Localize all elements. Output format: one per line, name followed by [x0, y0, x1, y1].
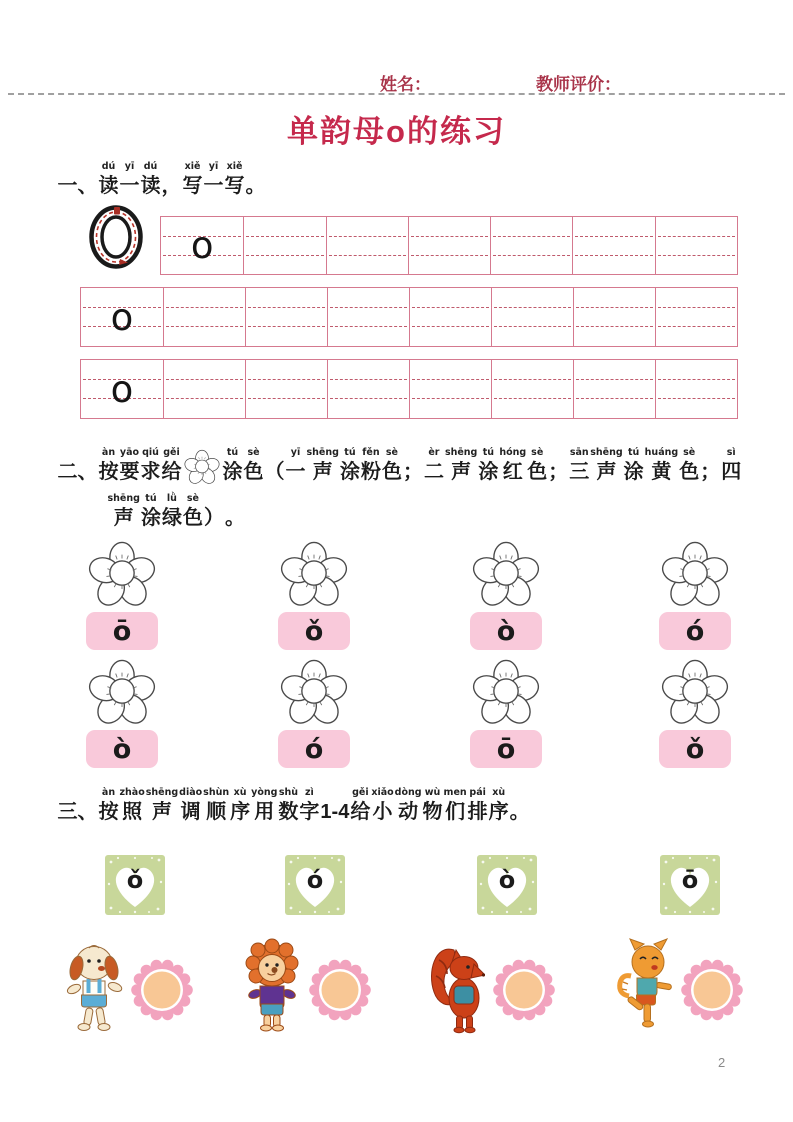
flower-coloring-item[interactable] [86, 658, 158, 768]
heart-tone-card [284, 853, 346, 917]
hanzi-text: 红 [502, 461, 523, 483]
pinyin-annotation: pái [469, 787, 486, 798]
hanzi-with-pinyin [721, 446, 741, 485]
hanzi-with-pinyin [99, 786, 119, 825]
pinyin-annotation [548, 446, 568, 459]
pinyin-annotation: gěi [163, 447, 180, 458]
hanzi-with-pinyin [203, 786, 229, 825]
cat-illustration [614, 938, 674, 1042]
flower-outline-icon[interactable] [660, 540, 730, 608]
hanzi-text: 按 [98, 461, 119, 483]
section1-heading [57, 160, 266, 199]
tone-label: ǒ [659, 730, 731, 768]
pinyin-annotation [204, 492, 224, 505]
hanzi-with-pinyin [141, 492, 161, 531]
pinyin-annotation: èr [428, 447, 440, 458]
example-letter-cell [161, 217, 243, 274]
practice-cell[interactable] [327, 360, 409, 418]
section3-heading [57, 786, 530, 825]
flower-coloring-item[interactable] [659, 540, 731, 650]
hanzi-text: 涂 [339, 461, 360, 483]
hanzi-text: 色 [527, 461, 548, 483]
hanzi-text: 粉 [360, 461, 381, 483]
pinyin-annotation: sè [186, 493, 199, 504]
hanzi-text: 绿 [161, 507, 182, 529]
practice-cell[interactable] [655, 360, 737, 418]
pinyin-annotation: xù [233, 787, 247, 798]
practice-cell[interactable] [327, 288, 409, 346]
hanzi-text: 一 [119, 175, 140, 197]
hanzi-with-pinyin [99, 446, 119, 485]
tone-label: ó [659, 612, 731, 650]
flower-outline-icon[interactable] [279, 658, 349, 726]
heart-tone-card [476, 853, 538, 917]
hanzi-with-pinyin [299, 786, 319, 825]
hanzi-text: 小 [372, 801, 393, 823]
hanzi-text: 给 [350, 801, 371, 823]
pinyin-annotation: xiě [226, 161, 243, 172]
number-answer-badge[interactable] [130, 956, 194, 1024]
hanzi-text: 一、 [57, 175, 98, 197]
hanzi-with-pinyin [223, 446, 243, 485]
dog-illustration [64, 938, 124, 1042]
practice-cell[interactable] [245, 360, 327, 418]
practice-cell[interactable] [408, 217, 490, 274]
practice-cell[interactable] [326, 217, 408, 274]
hanzi-with-pinyin [183, 492, 203, 531]
hanzi-text: 。 [245, 175, 266, 197]
hanzi-with-pinyin [183, 160, 203, 199]
hanzi-with-pinyin [108, 492, 140, 531]
pinyin-annotation [162, 160, 182, 173]
hanzi-text: ； [548, 461, 569, 483]
hanzi-with-pinyin [120, 160, 140, 199]
pinyin-annotation: wù [424, 787, 441, 798]
practice-cell[interactable] [491, 288, 573, 346]
pinyin-annotation: sè [683, 447, 696, 458]
pinyin-annotation: men [443, 787, 467, 798]
heart-tone-card [104, 853, 166, 917]
lion-illustration [242, 938, 302, 1042]
tone-label: ō [470, 730, 542, 768]
pinyin-annotation: xù [492, 787, 506, 798]
hanzi-text: 声 [596, 461, 617, 483]
section2-heading-line2 [107, 492, 245, 531]
heart-tone-cards-row [0, 853, 793, 923]
hanzi-with-pinyin [468, 786, 488, 825]
pinyin-annotation: fěn [362, 447, 380, 458]
hanzi-with-pinyin [478, 446, 498, 485]
hanzi-text: 求 [140, 461, 161, 483]
pinyin-annotation: qiú [142, 447, 159, 458]
hanzi-text: 一 [203, 175, 224, 197]
heading-text [510, 786, 530, 825]
hanzi-text: 读 [140, 175, 161, 197]
practice-cell[interactable] [409, 360, 491, 418]
hanzi-with-pinyin [179, 786, 202, 825]
heading-text [265, 446, 285, 485]
hanzi-text: ； [700, 461, 721, 483]
letter-o-stroke-trace-icon [88, 204, 144, 270]
tone-label: ò [470, 612, 542, 650]
flower-coloring-item[interactable] [659, 658, 731, 768]
heart-tone-letter: ó [306, 866, 324, 894]
hanzi-with-pinyin [382, 446, 402, 485]
pinyin-annotation [700, 446, 720, 459]
practice-cell[interactable] [163, 360, 245, 418]
heading-text [204, 492, 224, 531]
practice-cell[interactable] [655, 288, 737, 346]
hanzi-text: 序 [488, 801, 509, 823]
pinyin-annotation: shēng [306, 447, 339, 458]
hanzi-with-pinyin [225, 160, 245, 199]
pinyin-annotation: shùn [203, 787, 230, 798]
hanzi-with-pinyin [120, 786, 145, 825]
heading-text [58, 786, 98, 825]
heading-text [225, 492, 245, 531]
heading-text [246, 160, 266, 199]
hanzi-text: 声 [113, 507, 134, 529]
pinyin-annotation: sì [726, 447, 736, 458]
flower-outline-icon[interactable] [660, 658, 730, 726]
pinyin-annotation: gěi [352, 787, 369, 798]
pinyin-annotation [58, 786, 98, 799]
practice-cell[interactable] [245, 288, 327, 346]
pinyin-annotation: sān [569, 447, 589, 458]
practice-cell[interactable] [573, 288, 655, 346]
hanzi-text: 一 [285, 461, 306, 483]
hanzi-text: 色 [182, 507, 203, 529]
practice-cell[interactable] [491, 360, 573, 418]
pinyin-annotation [320, 786, 349, 799]
hanzi-with-pinyin [278, 786, 298, 825]
hanzi-text: 涂 [140, 507, 161, 529]
hanzi-text: 二 [423, 461, 444, 483]
hanzi-with-pinyin [244, 446, 264, 485]
hanzi-text: 们 [445, 801, 466, 823]
hanzi-text: 色 [381, 461, 402, 483]
pinyin-annotation: hóng [499, 447, 527, 458]
hanzi-text: 要 [119, 461, 140, 483]
hanzi-text: 照 [122, 801, 143, 823]
hanzi-text: 色 [679, 461, 700, 483]
hanzi-text: 序 [230, 801, 251, 823]
hanzi-text: 用 [254, 801, 275, 823]
pinyin-annotation: yī [208, 161, 219, 172]
heading-text [58, 446, 98, 485]
hanzi-text: 给 [161, 461, 182, 483]
example-letter: o [110, 295, 134, 339]
flower-outline-icon[interactable] [87, 540, 157, 608]
flower-coloring-item[interactable] [278, 658, 350, 768]
pinyin-annotation: àn [101, 447, 116, 458]
flower-outline-icon [184, 449, 220, 485]
hanzi-with-pinyin [624, 446, 644, 485]
hanzi-text: 黄 [651, 461, 672, 483]
tone-label: ǒ [278, 612, 350, 650]
practice-cell[interactable] [573, 360, 655, 418]
hanzi-text: 写 [182, 175, 203, 197]
number-answer-badge[interactable] [492, 956, 556, 1024]
pinyin-annotation [58, 446, 98, 459]
hanzi-text: 涂 [478, 461, 499, 483]
pinyin-annotation: dú [101, 161, 116, 172]
hanzi-with-pinyin [141, 160, 161, 199]
pinyin-annotation: diào [179, 787, 203, 798]
tone-label: ō [86, 612, 158, 650]
animal-ordering-item [426, 936, 556, 1044]
pinyin-annotation [246, 160, 266, 173]
hanzi-text: 。 [509, 801, 530, 823]
pinyin-annotation: shù [278, 787, 299, 798]
hanzi-text: 数 [278, 801, 299, 823]
hanzi-text: ； [402, 461, 423, 483]
hanzi-text: 调 [180, 801, 201, 823]
hanzi-text: 涂 [623, 461, 644, 483]
pinyin-annotation [265, 446, 285, 459]
number-answer-badge[interactable] [680, 956, 744, 1024]
hanzi-with-pinyin [340, 446, 360, 485]
hanzi-with-pinyin [307, 446, 339, 485]
flower-coloring-item[interactable] [470, 540, 542, 650]
example-letter-cell [81, 360, 163, 418]
hanzi-text: 顺 [206, 801, 227, 823]
heading-text [700, 446, 720, 485]
pinyin-annotation: zì [305, 787, 314, 798]
pinyin-annotation: yòng [251, 787, 278, 798]
hanzi-with-pinyin [361, 446, 381, 485]
section2-heading-line1 [57, 446, 742, 485]
flower-outline-icon[interactable] [471, 658, 541, 726]
hanzi-with-pinyin [395, 786, 422, 825]
pinyin-annotation: sè [385, 447, 398, 458]
practice-cell[interactable] [572, 217, 654, 274]
hanzi-with-pinyin [286, 446, 306, 485]
page-title: 单韵母o的练习 [287, 114, 506, 149]
hanzi-text: ） [203, 507, 224, 529]
writing-grid-row [80, 287, 738, 347]
hanzi-with-pinyin [162, 446, 182, 485]
hanzi-with-pinyin [444, 786, 467, 825]
practice-cell[interactable] [243, 217, 325, 274]
number-answer-badge[interactable] [308, 956, 372, 1024]
heading-text [548, 446, 568, 485]
hanzi-with-pinyin [424, 446, 444, 485]
pinyin-annotation: tú [482, 447, 495, 458]
hanzi-with-pinyin [99, 160, 119, 199]
practice-cell[interactable] [163, 288, 245, 346]
pinyin-annotation: tú [628, 447, 640, 458]
hanzi-text: 。 [224, 507, 245, 529]
page-number: 2 [718, 1055, 726, 1070]
hanzi-text: 色 [243, 461, 264, 483]
pinyin-annotation: sè [247, 447, 260, 458]
flower-coloring-item[interactable] [86, 540, 158, 650]
hanzi-text: 1-4 [320, 801, 350, 823]
heading-text [58, 160, 98, 199]
hanzi-with-pinyin [146, 786, 178, 825]
animal-ordering-item [64, 936, 194, 1044]
hanzi-text: 四 [721, 461, 742, 483]
hanzi-with-pinyin [645, 446, 679, 485]
hanzi-with-pinyin [489, 786, 509, 825]
example-letter: o [190, 224, 214, 267]
practice-cell[interactable] [490, 217, 572, 274]
hanzi-with-pinyin [527, 446, 547, 485]
hanzi-text: 字 [299, 801, 320, 823]
hanzi-with-pinyin [423, 786, 443, 825]
practice-cell[interactable] [409, 288, 491, 346]
pinyin-annotation: xiě [184, 161, 201, 172]
pinyin-annotation: xiǎo [371, 787, 394, 798]
hanzi-with-pinyin [590, 446, 622, 485]
hanzi-with-pinyin [120, 446, 140, 485]
hanzi-with-pinyin [251, 786, 277, 825]
pinyin-annotation: yī [290, 447, 301, 458]
hanzi-with-pinyin [679, 446, 699, 485]
pinyin-annotation: lǜ [166, 493, 177, 504]
pinyin-annotation: dú [143, 161, 158, 172]
pinyin-annotation: sè [531, 447, 544, 458]
writing-grid-row [160, 216, 738, 275]
hanzi-text: 声 [451, 461, 472, 483]
hanzi-text: 涂 [222, 461, 243, 483]
flower-outline-icon[interactable] [87, 658, 157, 726]
hanzi-with-pinyin [499, 446, 526, 485]
example-letter: o [110, 367, 134, 411]
tone-label: ó [278, 730, 350, 768]
flower-coloring-item[interactable] [278, 540, 350, 650]
heart-tone-letter: ǒ [126, 866, 144, 894]
pinyin-annotation: shēng [145, 787, 179, 798]
pinyin-annotation: dòng [394, 787, 422, 798]
hanzi-with-pinyin [350, 786, 370, 825]
hanzi-text: 按 [98, 801, 119, 823]
hanzi-text: 排 [467, 801, 488, 823]
hanzi-text: 动 [398, 801, 419, 823]
hanzi-with-pinyin [141, 446, 161, 485]
flower-row-2 [0, 658, 793, 773]
pinyin-annotation: huáng [644, 447, 679, 458]
heading-text [320, 786, 349, 825]
example-letter-cell [81, 288, 163, 346]
pinyin-annotation [510, 786, 530, 799]
pinyin-annotation: tú [344, 447, 356, 458]
hanzi-text: 三、 [57, 801, 98, 823]
hanzi-with-pinyin [162, 492, 182, 531]
heart-tone-letter: ò [498, 866, 516, 894]
pinyin-annotation [225, 492, 245, 505]
pinyin-annotation [403, 446, 423, 459]
flower-outline-icon[interactable] [471, 540, 541, 608]
heart-tone-letter: ō [681, 866, 699, 894]
hanzi-text: 物 [422, 801, 443, 823]
hanzi-text: 三 [569, 461, 590, 483]
squirrel-illustration [426, 938, 486, 1042]
hanzi-text: 二、 [57, 461, 98, 483]
flower-outline-icon[interactable] [279, 540, 349, 608]
hanzi-text: （ [264, 461, 285, 483]
hanzi-text: ， [161, 175, 182, 197]
pinyin-annotation: shēng [107, 493, 140, 504]
hanzi-with-pinyin [230, 786, 250, 825]
pinyin-annotation: tú [145, 493, 157, 504]
pinyin-annotation [58, 160, 98, 173]
hanzi-text: 声 [151, 801, 172, 823]
pinyin-annotation: yāo [119, 447, 140, 458]
teacher-evaluation-label: 教师评价： [536, 75, 621, 94]
pinyin-annotation: shēng [444, 447, 478, 458]
flower-coloring-item[interactable] [470, 658, 542, 768]
pinyin-annotation: yī [124, 161, 135, 172]
pinyin-annotation: shēng [590, 447, 623, 458]
hanzi-with-pinyin [204, 160, 224, 199]
pinyin-annotation: zhào [119, 787, 145, 798]
animal-ordering-item [614, 936, 744, 1044]
pinyin-annotation: àn [101, 787, 116, 798]
heart-tone-card [659, 853, 721, 917]
hanzi-with-pinyin [445, 446, 477, 485]
hanzi-text: 声 [312, 461, 333, 483]
heading-text [403, 446, 423, 485]
student-name-label: 姓名： [380, 75, 431, 94]
flower-row-1 [0, 540, 793, 655]
heading-text [162, 160, 182, 199]
hanzi-with-pinyin [371, 786, 393, 825]
pinyin-annotation: tú [226, 447, 239, 458]
animal-ordering-item [242, 936, 372, 1044]
tone-label: ò [86, 730, 158, 768]
hanzi-text: 写 [224, 175, 245, 197]
hanzi-with-pinyin [569, 446, 589, 485]
practice-cell[interactable] [655, 217, 737, 274]
animals-row [0, 936, 793, 1048]
writing-grid-row [80, 359, 738, 419]
hanzi-text: 读 [98, 175, 119, 197]
